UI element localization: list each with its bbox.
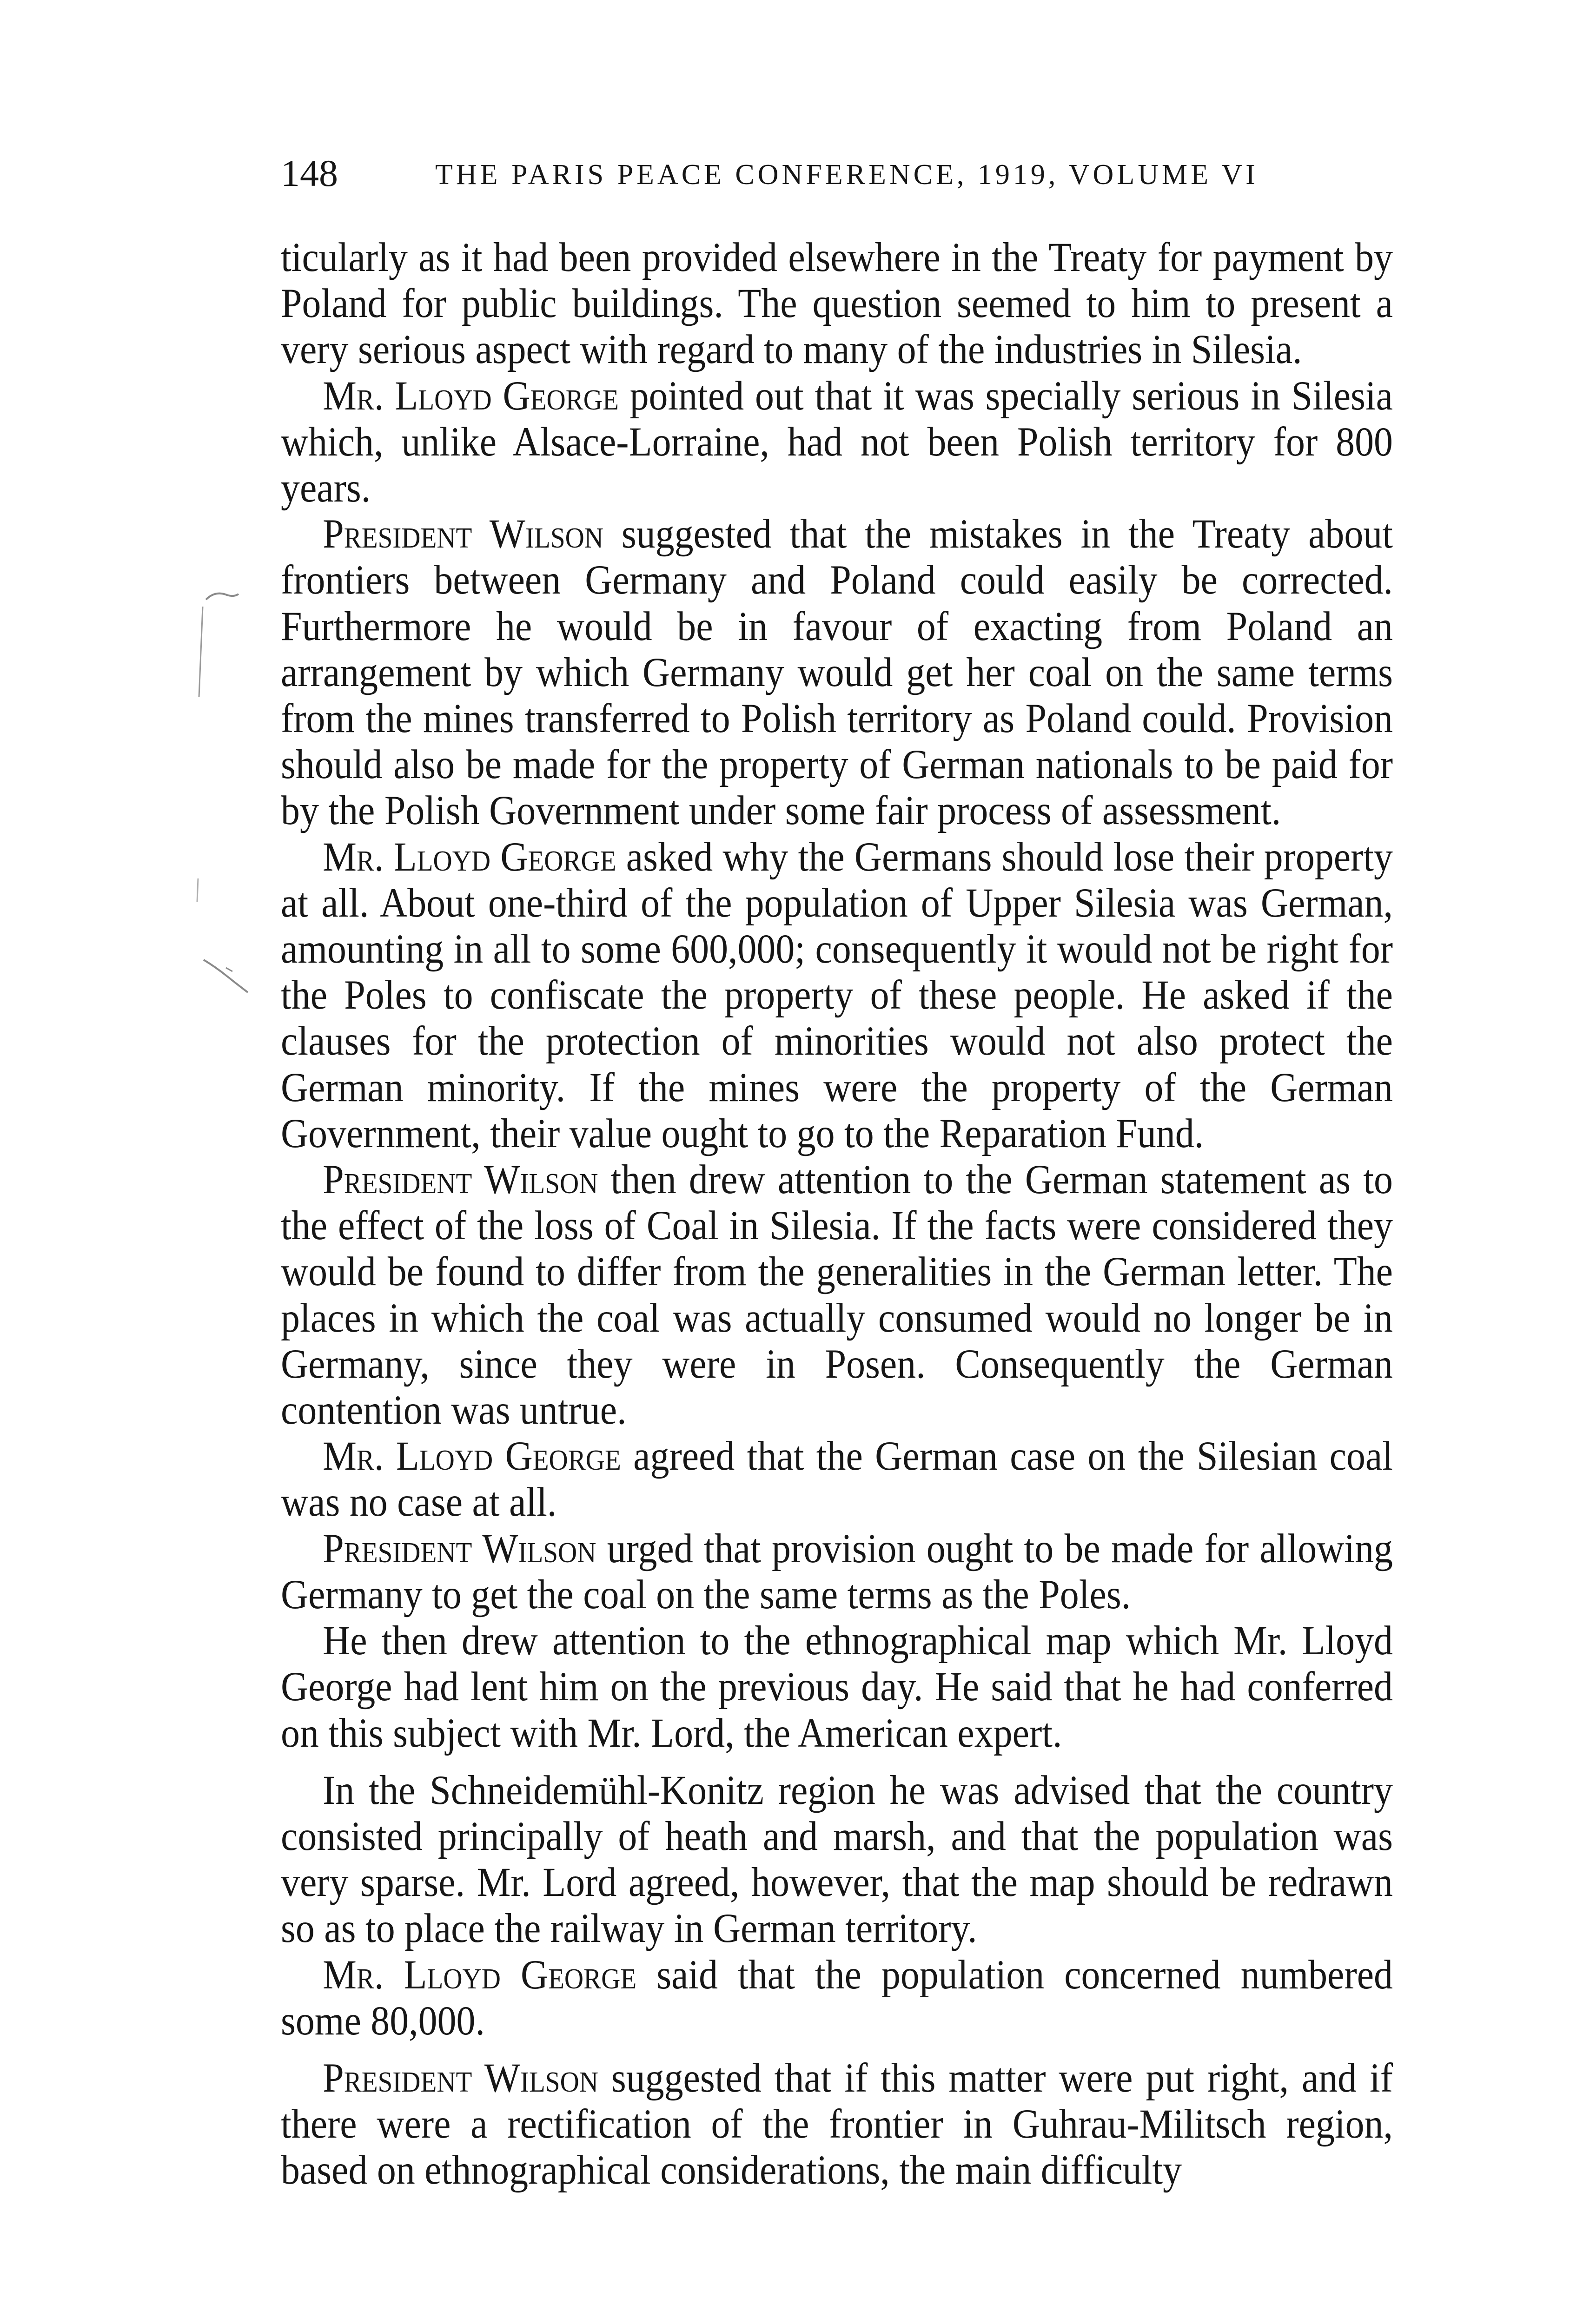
speaker-name: Mr. Lloyd George bbox=[323, 373, 619, 419]
page-header bbox=[281, 152, 1387, 194]
paragraph bbox=[281, 373, 1393, 512]
paragraph-text: agreed that the German case on the Silesian coal was no case at all. bbox=[281, 1433, 1393, 1525]
paragraph bbox=[281, 235, 1393, 373]
speaker-name: President Wilson bbox=[323, 2055, 598, 2101]
paragraph-text: He then drew attention to the ethnographical map which Mr. Lloyd George had lent him on the previous day. He said that he had conferred on this subject with Mr. Lord, the American expert. bbox=[281, 1618, 1393, 1756]
paragraph-text: suggested that the mistakes in the Treaty about frontiers between Germany and Poland could easily be corrected. Furthermore he would be in favour of exacting from Poland an arrangement by which Germany would get her coal on the same terms from the mines transferred to Polish territory as Poland could. Provision should also be made for the property of German nationals to be paid for by the Polish Government under some fair process of assessment. bbox=[281, 511, 1393, 834]
speaker-name: President Wilson bbox=[323, 1525, 596, 1571]
speaker-name: President Wilson bbox=[323, 1157, 598, 1203]
paragraph bbox=[281, 1526, 1393, 1618]
paragraph-text: ticularly as it had been provided elsewhere in the Treaty for payment by Poland for public buildings. The question seemed to him to present a very serious aspect with regard to many of the industries in Silesia. bbox=[281, 235, 1393, 373]
paragraph-text: said that the population concerned numbered some 80,000. bbox=[281, 1952, 1393, 2044]
paragraph bbox=[281, 511, 1393, 834]
paragraph-text: suggested that if this matter were put right, and if there were a rectification of the frontier in Guhrau-Militsch region, based on ethnographical considerations, the main difficulty bbox=[281, 2055, 1393, 2193]
paragraph-text: then drew attention to the German statement as to the effect of the loss of Coal in Silesia. If the facts were considered they would be found to differ from the generalities in the German letter. The places in which the coal was actually consumed would no longer be in Germany, since they were in Posen. Consequently the German contention was untrue. bbox=[281, 1157, 1393, 1433]
speaker-name: Mr. Lloyd George bbox=[323, 1433, 621, 1479]
paragraph-text: urged that provision ought to be made for allowing Germany to get the coal on the same terms as the Poles. bbox=[281, 1525, 1393, 1618]
paragraph bbox=[281, 1433, 1393, 1525]
paragraph bbox=[281, 2055, 1393, 2194]
paragraph-text: In the Schneidemühl-Konitz region he was advised that the country consisted principally of heath and marsh, and that the population was very sparse. Mr. Lord agreed, however, that the map should be redrawn so as to place the railway in German territory. bbox=[281, 1767, 1393, 1952]
running-head: THE PARIS PEACE CONFERENCE, 1919, VOLUME VI bbox=[435, 159, 1259, 191]
speaker-name: President Wilson bbox=[323, 511, 603, 557]
paragraph bbox=[281, 1157, 1393, 1433]
paragraph bbox=[281, 1952, 1393, 2044]
paragraph bbox=[281, 834, 1393, 1157]
paragraph bbox=[281, 1768, 1393, 1952]
paragraph bbox=[281, 1618, 1393, 1756]
speaker-name: Mr. Lloyd George bbox=[323, 1952, 637, 1998]
speaker-name: Mr. Lloyd George bbox=[323, 834, 616, 880]
paragraph-text: pointed out that it was specially serious in Silesia which, unlike Alsace-Lorraine, had not been Polish territory for 800 years. bbox=[281, 373, 1393, 511]
paragraph-text: asked why the Germans should lose their property at all. About one-third of the population of Upper Silesia was German, amounting in all to some 600,000; consequently it would not be right for the Poles to confiscate the property of these people. He asked if the clauses for the protection of minorities would not also protect the German minority. If the mines were the property of the German Government, their value ought to go to the Reparation Fund. bbox=[281, 834, 1393, 1156]
page-number: 148 bbox=[281, 152, 338, 194]
body-text bbox=[281, 235, 1393, 2194]
